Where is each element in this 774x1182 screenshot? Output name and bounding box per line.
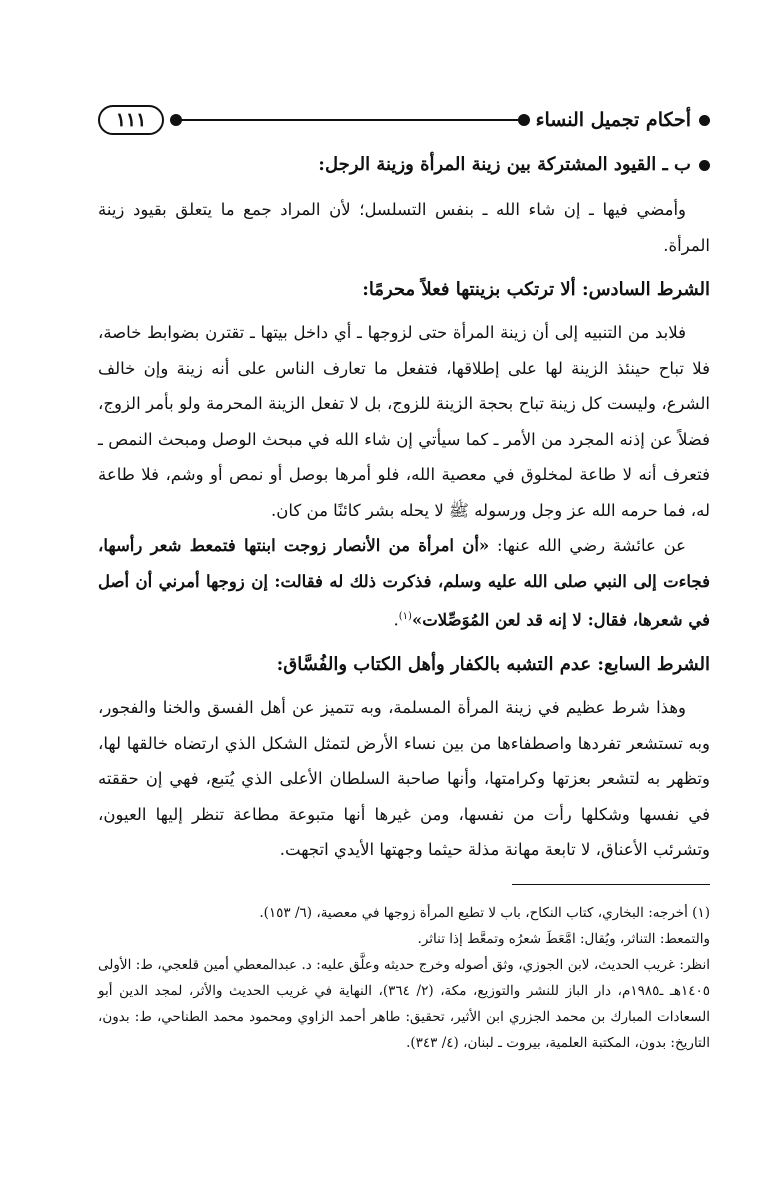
page-number: ١١١ xyxy=(98,105,164,135)
section-heading-b xyxy=(98,148,710,182)
paragraph-1: وأمضي فيها ـ إن شاء الله ـ بنفس التسلسل؛ لأن المراد جمع ما يتعلق بقيود زينة المرأة. xyxy=(98,200,710,255)
header-rule xyxy=(172,114,528,126)
heading-condition-7: الشرط السابع: عدم التشبه بالكفار وأهل الكتاب والفُسَّاق: xyxy=(276,654,710,675)
footnote-separator xyxy=(512,884,710,885)
section-heading-b-text: ب ـ القيود المشتركة بين زينة المرأة وزينة الرجل: xyxy=(318,154,691,175)
footnotes xyxy=(98,900,710,1056)
hadith-text: «أن امرأة من الأنصار زوجت ابنتها فتمعط شعر رأسها، فجاءت إلى النبي صلى الله عليه وسلم، فذكرت ذلك له فقالت: إن زوجها أمرني أن أصل في شعرها، فقال: لا إنه قد لعن المُوَصِّلات» xyxy=(98,536,710,630)
heading-condition-6: الشرط السادس: ألا ترتكب بزينتها فعلاً محرمًا: xyxy=(362,279,710,300)
running-header xyxy=(98,102,710,138)
footnote-1-gloss: والتمعط: التناثر، ويُقال: امَّعَطَ شعرُه وتمعَّط إذا تناثر. xyxy=(417,931,710,947)
footnote-1-sources: انظر: غريب الحديث، لابن الجوزي، وثق أصوله وخرج حديثه وعلَّق عليه: د. عبدالمعطي أمين قلعجي، ط: الأولى ١٤٠٥هـ ـ١٩٨٥م، دار الباز للنشر والتوزيع، مكة، (٢/ ٣٦٤)، النهاية في غريب الحديث والأثر، لمجد الدين أبو السعادات المبارك بن محمد الجزري ابن الأثير، تحقيق: طاهر أحمد الزاوي ومحمود محمد الطناحي، ط: بدون، التاريخ: بدون، المكتبة العلمية، بيروت ـ لبنان، (٤/ ٣٤٣). xyxy=(98,957,711,1051)
footnote-ref[interactable]: (١) xyxy=(398,611,412,622)
header-bullet-icon xyxy=(699,115,710,126)
hadith-intro: عن عائشة رضي الله عنها: xyxy=(489,536,686,555)
hadith-end: . xyxy=(393,610,399,630)
section-bullet-icon xyxy=(699,160,710,171)
hadith-quote xyxy=(98,528,710,638)
header-rule-dot-icon xyxy=(170,114,182,126)
header-rule-dot-icon xyxy=(518,114,530,126)
page-body xyxy=(98,148,710,868)
footnote-1: (١) أخرجه: البخاري، كتاب النكاح، باب لا تطيع المرأة زوجها في معصية، (٦/ ١٥٣). xyxy=(259,905,710,921)
paragraph-3: وهذا شرط عظيم في زينة المرأة المسلمة، وبه تتميز عن أهل الفسق والخنا والفجور، وبه تستشعر تفردها واصطفاءها من بين نساء الأرض لتمثل الشكل الذي ارتضاه خالقها لها، وتظهر به لتشعر بعزتها وكرامتها، وأنها صاحبة السلطان الأعلى الذي يُتبع، فهي إن حققته في نفسها وشكلها رأت من نفسها، ومن غيرها أنها متبوعة مطاعة تنظر إليها العيون، وتشرئب الأعناق، لا تابعة مهانة مذلة حيثما وجهتها الأيدي اتجهت. xyxy=(98,698,710,859)
header-title: أحكام تجميل النساء xyxy=(535,109,691,131)
paragraph-2: فلابد من التنبيه إلى أن زينة المرأة حتى لزوجها ـ أي داخل بيتها ـ تقترن بضوابط خاصة، فلا تباح حينئذ الزينة لها على إطلاقها، فتفعل ما تعارف الناس على أنه زينة وإن خالف الشرع، وليست كل زينة تباح بحجة الزينة للزوج، بل لا تفعل الزينة المحرمة ولو بأمر الزوج، فضلاً عن إذنه المجرد من الأمر ـ كما سيأتي إن شاء الله في مبحث الوصل ومبحث النمص ـ فتعرف أنه لا طاعة لمخلوق في معصية الله، فلو أمرها بوصل أو نمص أو وشم، فلا طاعة له، فما حرمه الله عز وجل ورسوله ﷺ لا يحله بشر كائنًا من كان. xyxy=(98,323,710,520)
header-rule-line xyxy=(172,119,528,121)
